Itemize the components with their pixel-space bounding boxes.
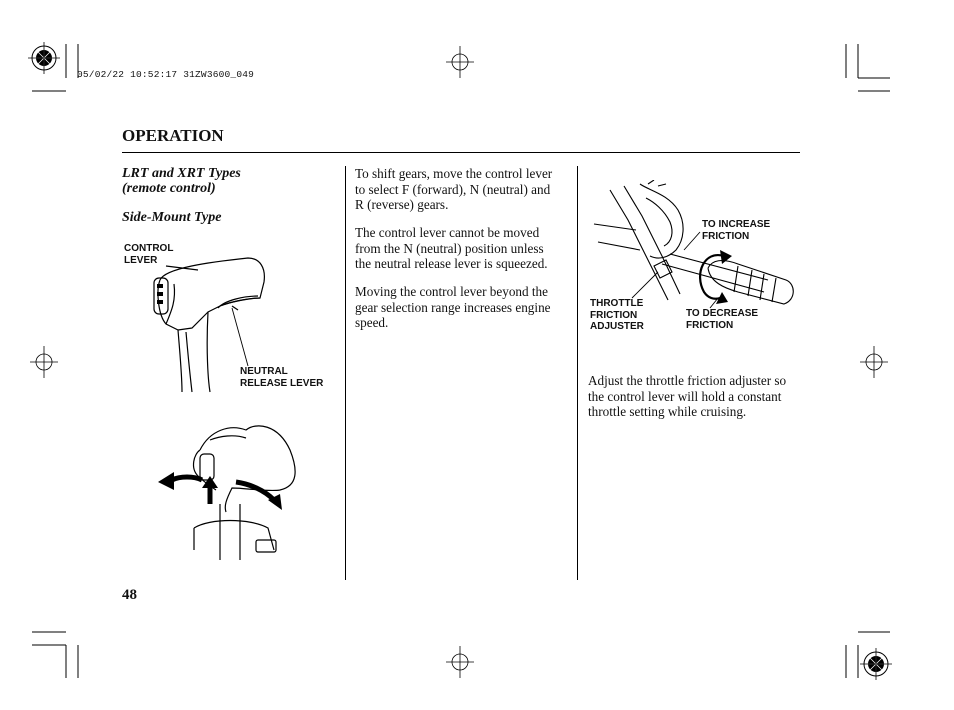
callout-to-increase-friction <box>702 219 770 242</box>
paragraph-shift-gears <box>355 166 552 213</box>
paragraph-throttle-friction <box>588 373 786 420</box>
text-line: the neutral release lever is squeezed. <box>355 256 548 271</box>
callout-line: TO INCREASE <box>702 219 771 230</box>
text-line: R (reverse) gears. <box>355 197 449 212</box>
text-line: To shift gears, move the control lever <box>355 166 553 181</box>
text-line: Adjust the throttle friction adjuster so <box>588 373 787 388</box>
control-lever-illustration <box>120 240 340 400</box>
paragraph-neutral-release <box>355 225 548 272</box>
callout-line: FRICTION <box>590 309 638 321</box>
text-line: from the N (neutral) position unless <box>355 240 544 256</box>
text-line: Moving the control lever beyond the <box>355 284 549 299</box>
callout-line: FRICTION <box>702 230 750 242</box>
callout-line: RELEASE LEVER <box>240 377 324 389</box>
heading-line: LRT and XRT Types <box>122 166 241 181</box>
text-line: to select F (forward), N (neutral) and <box>355 181 551 197</box>
callout-line: ADJUSTER <box>590 321 644 332</box>
title-rule <box>122 152 800 153</box>
page-title: OPERATION <box>122 126 224 145</box>
page-number: 48 <box>122 587 137 603</box>
print-stamp: 05/02/22 10:52:17 31ZW3600_049 <box>77 69 255 80</box>
text-line: The control lever cannot be moved <box>355 225 540 240</box>
section-heading <box>122 166 241 196</box>
registration-sunburst-icon <box>28 42 60 74</box>
callout-line: FRICTION <box>686 319 734 331</box>
column-divider <box>577 166 578 580</box>
text-line: throttle setting while cruising. <box>588 404 747 419</box>
paragraph-engine-speed <box>355 284 551 331</box>
text-line: gear selection range increases engine <box>355 299 551 315</box>
hand-shifting-illustration <box>150 420 310 560</box>
registration-sunburst-icon <box>860 648 892 680</box>
text-line: the control lever will hold a constant <box>588 388 782 404</box>
callout-line: CONTROL <box>124 243 174 254</box>
callout-line: TO DECREASE <box>686 308 759 319</box>
callout-line: LEVER <box>124 254 158 266</box>
callout-to-decrease-friction <box>686 308 758 331</box>
column-divider <box>345 166 346 580</box>
text-line: speed. <box>355 315 389 330</box>
subheading: Side-Mount Type <box>122 210 222 225</box>
heading-line: (remote control) <box>122 181 216 196</box>
callout-line: NEUTRAL <box>240 366 288 377</box>
callout-throttle-friction-adjuster <box>590 298 644 333</box>
callout-line: THROTTLE <box>590 298 644 309</box>
